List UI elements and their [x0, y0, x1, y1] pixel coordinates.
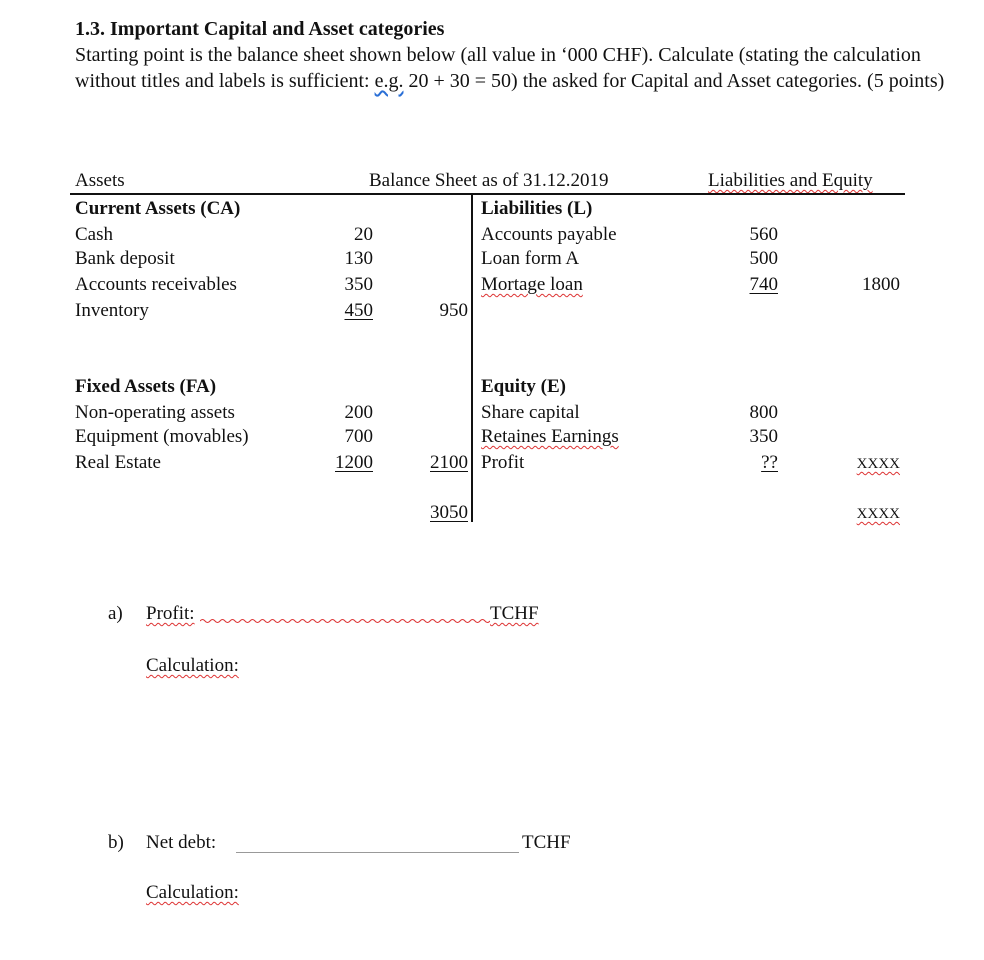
question-b-answer-line[interactable]: [236, 852, 519, 853]
liab-equity-total: XXXX: [856, 506, 900, 522]
l-label-mortgage: Mortage loan: [481, 274, 583, 295]
equity-title: Equity (E): [481, 376, 566, 397]
question-b-calc-label: Calculation:: [146, 882, 239, 903]
question-b-unit: TCHF: [522, 832, 571, 853]
l-value-mortgage: 740: [749, 274, 778, 295]
l-value-payable: 560: [749, 224, 778, 245]
e-value-share-capital: 800: [749, 402, 778, 423]
fa-label-realestate: Real Estate: [75, 452, 161, 473]
current-assets-title: Current Assets (CA): [75, 198, 241, 219]
t-account-divider: [471, 194, 473, 522]
e-label-profit: Profit: [481, 452, 525, 473]
ca-value-cash: 20: [354, 224, 373, 245]
l-label-loan: Loan form A: [481, 248, 580, 269]
intro-part2: 20 + 30 = 50) the asked for Capital and Asset categories. (5 points): [403, 70, 945, 92]
question-a-unit: TCHF: [490, 603, 539, 624]
l-label-payable: Accounts payable: [481, 224, 617, 245]
e-value-retained: 350: [749, 426, 778, 447]
question-b-letter: b): [108, 832, 124, 853]
fa-label-nonoperating: Non-operating assets: [75, 402, 235, 423]
fa-label-equipment: Equipment (movables): [75, 426, 249, 447]
ca-label-cash: Cash: [75, 224, 113, 245]
e-label-share-capital: Share capital: [481, 402, 580, 423]
question-a-label: Profit:: [146, 603, 195, 624]
ca-total: 950: [439, 300, 468, 321]
assets-total: 3050: [430, 502, 468, 523]
ca-value-inventory: 450: [344, 300, 373, 321]
equity-total: XXXX: [856, 456, 900, 472]
liabilities-total: 1800: [862, 274, 900, 295]
question-a-calc-label: Calculation:: [146, 655, 239, 676]
fa-total: 2100: [430, 452, 468, 473]
fa-value-equipment: 700: [344, 426, 373, 447]
ca-label-receivables: Accounts receivables: [75, 274, 237, 295]
l-value-loan: 500: [749, 248, 778, 269]
intro-eg: e.g.: [374, 70, 404, 92]
e-value-profit: ??: [761, 452, 778, 473]
ca-value-receivables: 350: [344, 274, 373, 295]
fa-value-realestate: 1200: [335, 452, 373, 473]
intro-part1: Starting point is the balance sheet shown below (all value in ‘000 CHF). Calculate (stating the calculation without titles and labels is sufficient:: [75, 44, 921, 92]
balance-sheet-title: Balance Sheet as of 31.12.2019: [369, 170, 609, 191]
liabilities-title: Liabilities (L): [481, 198, 593, 219]
intro-paragraph: [75, 42, 955, 94]
e-label-retained: Retaines Earnings: [481, 426, 619, 447]
ca-label-inventory: Inventory: [75, 300, 149, 321]
liab-header-text: Liabilities and Equity: [708, 170, 873, 191]
section-heading: 1.3. Important Capital and Asset categories: [75, 18, 445, 40]
assets-header: Assets: [75, 170, 125, 191]
question-a-letter: a): [108, 603, 123, 624]
header-rule: [70, 193, 905, 195]
fixed-assets-title: Fixed Assets (FA): [75, 376, 217, 397]
question-b-label: Net debt:: [146, 832, 217, 853]
ca-label-bank: Bank deposit: [75, 248, 175, 269]
fa-value-nonoperating: 200: [344, 402, 373, 423]
ca-value-bank: 130: [344, 248, 373, 269]
question-a-answer-line[interactable]: [200, 618, 490, 624]
liabilities-equity-header: [708, 170, 873, 192]
